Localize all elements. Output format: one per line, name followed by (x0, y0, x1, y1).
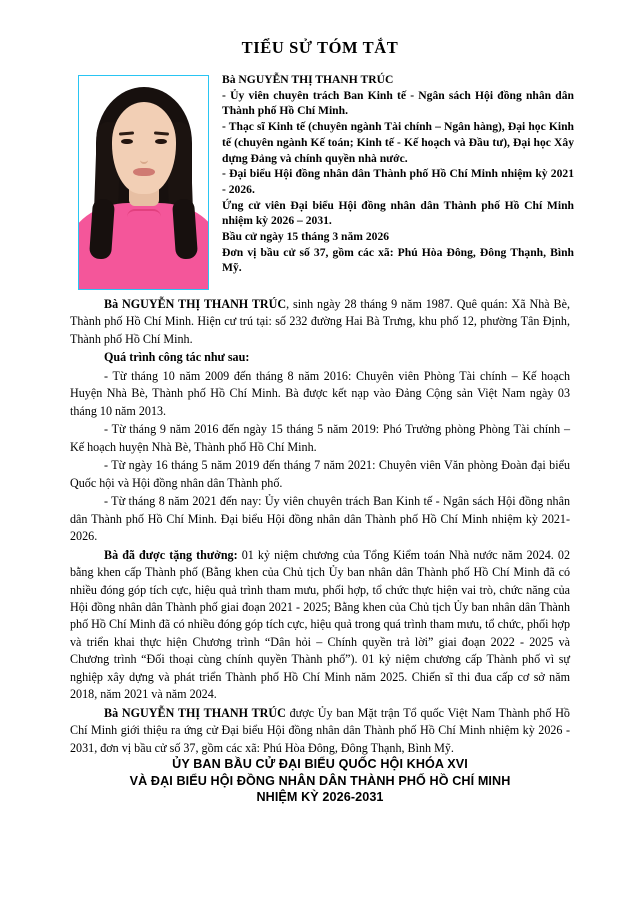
bio-line-position: - Ủy viên chuyên trách Ban Kinh tế - Ngân sách Hội đồng nhân dân Thành phố Hồ Chí Minh. (222, 88, 574, 118)
paragraph-career-2: - Từ tháng 9 năm 2016 đến ngày 15 tháng 5 năm 2019: Phó Trưởng phòng Phòng Tài chính – Kế hoạch huyện Nhà Bè, Thành phố Hồ Chí Minh. (70, 422, 570, 454)
portrait-mouth (133, 168, 155, 176)
bio-line-education: - Thạc sĩ Kinh tế (chuyên ngành Tài chính – Ngân hàng), Đại học Kinh tế (chuyên ngành Kế toán; Kinh tế - Kế hoạch và Đầu tư), Đại học Xây dựng Đảng và chính quyền nhà nước. (222, 120, 574, 165)
paragraph-personal-details (70, 296, 570, 348)
portrait-eye-right (155, 139, 167, 144)
page-title: TIỂU SỬ TÓM TẮT (241, 38, 399, 57)
paragraph-career-heading (70, 349, 570, 366)
portrait-image (79, 76, 208, 289)
election-committee-footer (0, 756, 640, 806)
bio-line-candidacy: Ứng cử viên Đại biểu Hội đồng nhân dân Thành phố Hồ Chí Minh nhiệm kỳ 2026 – 2031. (222, 198, 574, 228)
portrait-collar (127, 209, 161, 227)
footer-line-3: NHIỆM KỲ 2026-2031 (256, 790, 384, 805)
paragraph-career-4: - Từ tháng 8 năm 2021 đến nay: Ủy viên chuyên trách Ban Kinh tế - Ngân sách Hội đồng nhân dân Thành phố Hồ Chí Minh. Đại biểu Hội đồng nhân dân Thành phố Hồ Chí Minh nhiệm kỳ 2021-2026. (70, 494, 570, 544)
portrait-hair-shoulder-left (89, 198, 115, 259)
paragraph-career-3: - Từ ngày 16 tháng 5 năm 2019 đến tháng 7 năm 2021: Chuyên viên Văn phòng Đoàn đại biểu Quốc hội và Hội đồng nhân dân Thành phố. (70, 458, 570, 490)
paragraph-career-1: - Từ tháng 10 năm 2009 đến tháng 8 năm 2016: Chuyên viên Phòng Tài chính – Kế hoạch Huyện Nhà Bè, Thành phố Hồ Chí Minh. Bà được kết nạp vào Đảng Cộng sản Việt Nam ngày 03 tháng 10 năm 2013. (70, 368, 570, 418)
bio-line-constituency: Đơn vị bầu cử số 37, gồm các xã: Phú Hòa Đông, Đông Thạnh, Bình Mỹ. (222, 245, 574, 275)
career-heading-label: Quá trình công tác như sau: (104, 350, 250, 365)
awards-label: Bà đã được tặng thưởng: (104, 547, 238, 562)
portrait-eye-left (121, 139, 133, 144)
footer-line-2: VÀ ĐẠI BIỂU HỘI ĐỒNG NHÂN DÂN THÀNH PHỐ HỒ CHÍ MINH (129, 773, 511, 788)
biography-body (70, 296, 570, 758)
nomination-name-bold: Bà NGUYỄN THỊ THANH TRÚC (104, 705, 286, 720)
awards-text: 01 kỷ niệm chương của Tổng Kiểm toán Nhà nước năm 2024. 02 bằng khen cấp Thành phố (Bằng khen của Chủ tịch Ủy ban nhân dân Thành phố Hồ Chí Minh đã có nhiều đóng góp tích cực, hiệu quả trình tham mưu, phối hợp, tổ chức thực hiện vai trò, chức năng của Hội đồng nhân dân Thành phố giai đoạn 2021 - 2025; Bằng khen của Chủ tịch Ủy ban nhân dân Thành phố Hồ Chí Minh đã có nhiều đóng góp tích cực, hiệu quả trong quá trình tham mưu, tổ chức, phối hợp và triển khai thực hiện Chương trình “Dân hỏi – Chính quyền trả lời” giai đoạn 2022 - 2025 và Chương trình “Đối thoại cùng chính quyền Thành phố”). 01 kỷ niệm chương cấp Thành phố vì sự nghiệp xây dựng và phát triển Thành phố Hồ Chí Minh năm 2025. Chiến sĩ thi đua cấp cơ sở năm 2018, năm 2021 và năm 2024. (70, 547, 570, 702)
candidate-portrait-photo (78, 75, 209, 290)
header-section (0, 72, 640, 294)
body-personal-rest: , sinh ngày 28 tháng 9 năm 1987. Quê quán: Xã Nhà Bè, Thành phố Hồ Chí Minh. Hiện cư trú tại: số 232 đường Hai Bà Trưng, khu phố 12, phường Tân Định, Thành phố Hồ Chí Minh. (70, 297, 570, 346)
portrait-hair-shoulder-right (172, 198, 198, 259)
paragraph-nomination (70, 705, 570, 757)
candidate-summary-block (222, 72, 574, 276)
body-name-bold: Bà NGUYỄN THỊ THANH TRÚC (104, 297, 287, 311)
bio-line-election-date: Bầu cử ngày 15 tháng 3 năm 2026 (222, 230, 390, 244)
portrait-nose (140, 150, 148, 164)
portrait-face (112, 102, 176, 194)
footer-line-1: ỦY BAN BẦU CỬ ĐẠI BIỂU QUỐC HỘI KHÓA XVI (172, 757, 468, 771)
candidate-name: Bà NGUYỄN THỊ THANH TRÚC (222, 73, 394, 86)
nomination-rest: được Ủy ban Mặt trận Tổ quốc Việt Nam Thành phố Hồ Chí Minh giới thiệu ra ứng cử Đại biểu Hội đồng nhân dân Thành phố Hồ Chí Minh nhiệm kỳ 2026 - 2031, đơn vị bầu cử số 37, gồm các xã: Phú Hòa Đông, Đông Thạnh, Bình Mỹ. (70, 705, 570, 755)
bio-line-current-term: - Đại biểu Hội đồng nhân dân Thành phố Hồ Chí Minh nhiệm kỳ 2021 - 2026. (222, 167, 574, 196)
paragraph-awards (70, 547, 570, 704)
